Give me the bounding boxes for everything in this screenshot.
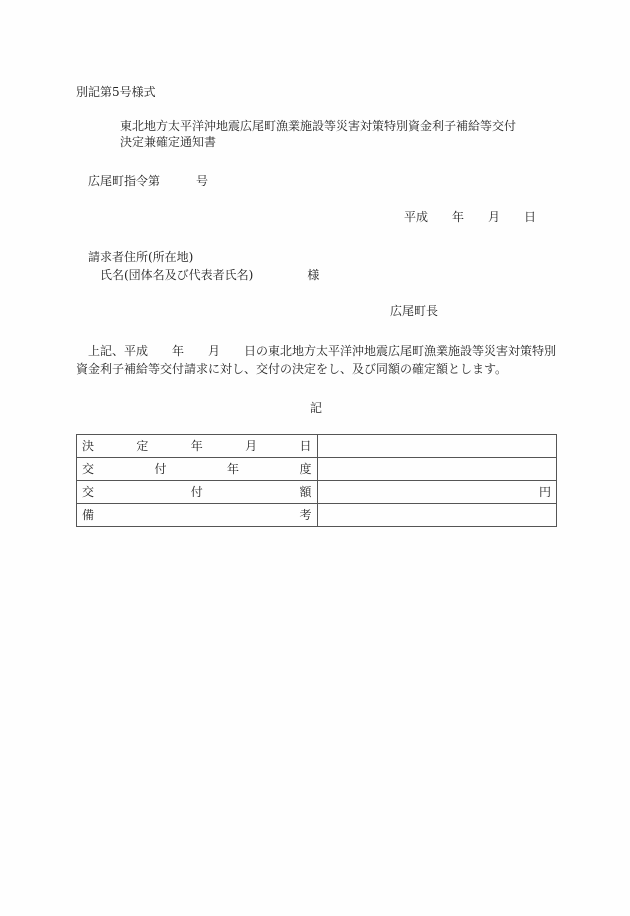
issue-date: [404, 211, 536, 223]
applicant-name-line: [100, 269, 319, 281]
applicant-address-label: 請求者住所(所在地): [88, 250, 194, 264]
details-table: [76, 434, 557, 527]
label-char: 交: [82, 485, 95, 499]
table-row: [77, 458, 557, 481]
order-number-suffix: 号: [196, 174, 209, 188]
table-row: [77, 504, 557, 527]
label-char: 年: [190, 439, 203, 453]
table-row: [77, 481, 557, 504]
row-label-grant-fiscal-year: [77, 458, 318, 481]
label-char: 付: [190, 485, 203, 499]
row-label-grant-amount: [77, 481, 318, 504]
table-row: [77, 435, 557, 458]
date-era: 平成: [404, 210, 429, 224]
label-char: 交: [82, 462, 95, 476]
ki-heading: 記: [310, 401, 323, 415]
order-number-prefix: 広尾町指令第: [88, 174, 161, 188]
date-day: 日: [524, 210, 537, 224]
date-month: 月: [488, 210, 501, 224]
label-char: 備: [82, 508, 95, 522]
form-identifier: 別記第5号様式: [76, 85, 156, 99]
label-char: 決: [82, 439, 95, 453]
remarks-value: [317, 504, 556, 527]
date-year: 年: [452, 210, 465, 224]
body-text-line-2: 資金利子補給等交付請求に対し、交付の決定をし、及び同額の確定額とします。: [76, 362, 508, 376]
row-label-decision-date: [77, 435, 318, 458]
label-char: 年: [227, 462, 240, 476]
document-title-line-2: 決定兼確定通知書: [120, 135, 217, 149]
applicant-name-label: 氏名(団体名及び代表者氏名): [100, 268, 254, 282]
document-title-line-1: 東北地方太平洋沖地震広尾町漁業施設等災害対策特別資金利子補給等交付: [120, 119, 517, 133]
label-char: 額: [299, 485, 312, 499]
label-char: 度: [299, 462, 312, 476]
row-label-remarks: [77, 504, 318, 527]
grant-fiscal-year-value: [317, 458, 556, 481]
issuer-name: 広尾町長: [390, 304, 439, 318]
order-number: [88, 175, 208, 187]
label-char: 考: [299, 508, 312, 522]
decision-date-value: [317, 435, 556, 458]
honorific: 様: [307, 268, 320, 282]
grant-amount-value: 円: [317, 481, 556, 504]
label-char: 付: [154, 462, 167, 476]
body-text-line-1: 上記、平成 年 月 日の東北地方太平洋沖地震広尾町漁業施設等災害対策特別: [88, 344, 557, 358]
label-char: 月: [245, 439, 258, 453]
label-char: 日: [299, 439, 312, 453]
label-char: 定: [136, 439, 149, 453]
